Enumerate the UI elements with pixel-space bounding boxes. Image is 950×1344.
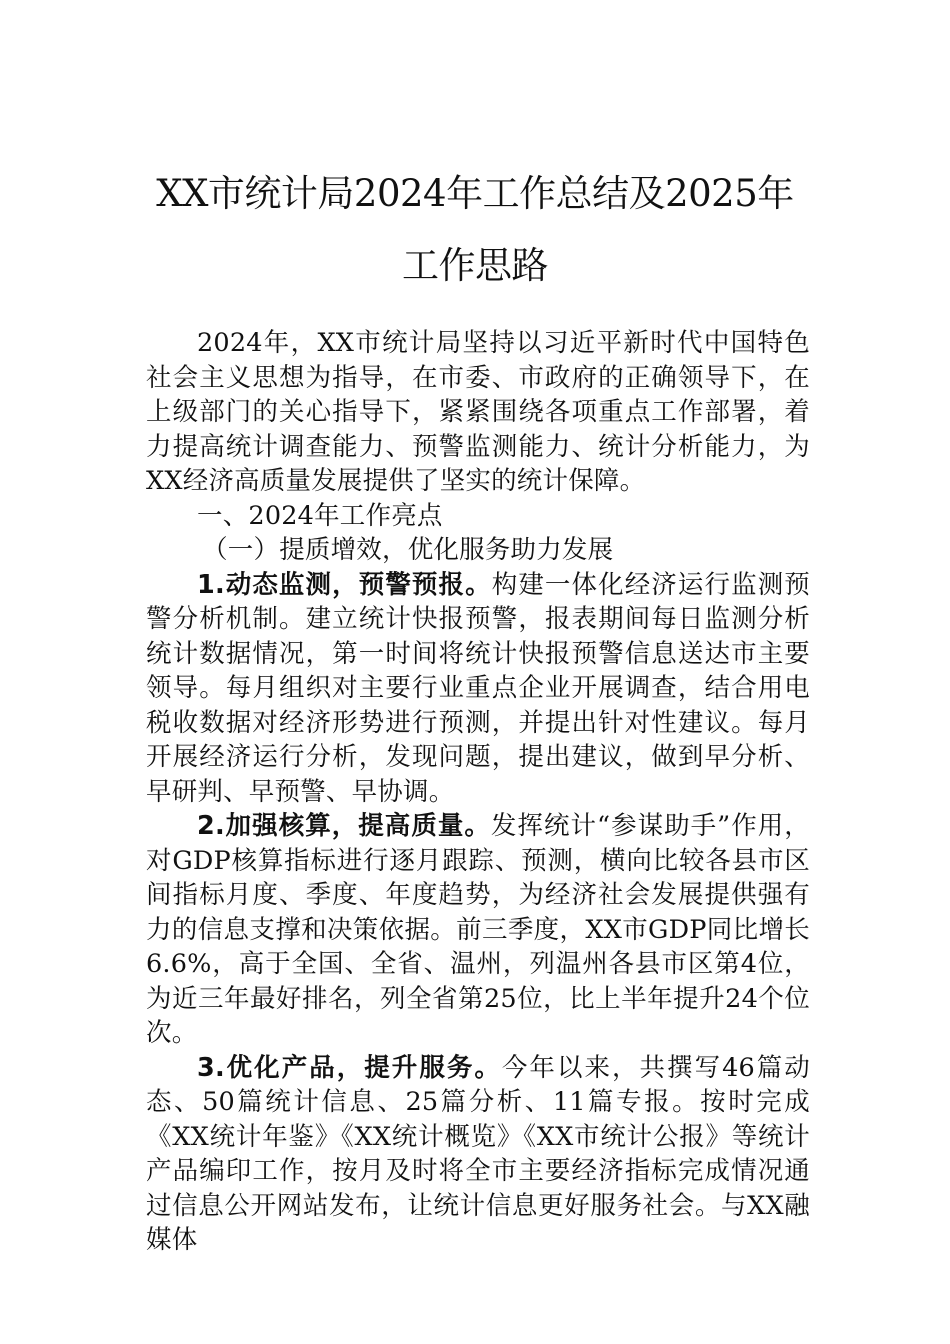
section-heading-1 (146, 499, 810, 534)
paragraph-lead: 1.动态监测，预警预报。 (197, 569, 492, 600)
paragraph-text: 发挥统计“参谋助手”作用，对GDP核算指标进行逐月跟踪、预测，横向比较各县市区间指标月度、季度、年度趋势，为经济社会发展提供强有力的信息支撑和决策依据。前三季度，XX市GDP同比增长6.6%，高于全国、全省、温州，列温州各县市区第4位，为近三年最好排名，列全省第25位，比上半年提升24个位次。 (146, 811, 810, 1048)
paragraph-item-1 (146, 568, 810, 810)
document-body (146, 326, 810, 1258)
subsection-heading-1 (146, 533, 810, 568)
paragraph-text: （一）提质增效，优化服务助力发展 (202, 535, 614, 565)
paragraph-lead: 3.优化产品，提升服务。 (197, 1052, 502, 1083)
paragraph-text: 今年以来，共撰写46篇动态、50篇统计信息、25篇分析、11篇专报。按时完成《XX统计年鉴》《XX统计概览》《XX市统计公报》等统计产品编印工作，按月及时将全市主要经济指标完成情况通过信息公开网站发布，让统计信息更好服务社会。与XX融媒体 (146, 1052, 810, 1255)
paragraph-text: 一、2024年工作亮点 (197, 500, 443, 531)
paragraph-lead: 2.加强核算，提高质量。 (197, 811, 491, 841)
paragraph-item-3 (146, 1051, 810, 1258)
paragraph-item-2 (146, 809, 810, 1051)
document-title: XX市统计局2024年工作总结及2025年工作思路 (156, 172, 794, 287)
paragraph-text: 2024年，XX市统计局坚持以习近平新时代中国特色社会主义思想为指导，在市委、市政府的正确领导下，在上级部门的关心指导下，紧紧围绕各项重点工作部署，着力提高统计调查能力、预警监测能力、统计分析能力，为XX经济高质量发展提供了坚实的统计保障。 (146, 328, 810, 496)
paragraph-intro (146, 326, 810, 499)
paragraph-text: 构建一体化经济运行监测预警分析机制。建立统计快报预警，报表期间每日监测分析统计数据情况，第一时间将统计快报预警信息送达市主要领导。每月组织对主要行业重点企业开展调查，结合用电税收数据对经济形势进行预测，并提出针对性建议。每月开展经济运行分析，发现问题，提出建议，做到早分析、早研判、早预警、早协调。 (146, 569, 810, 807)
